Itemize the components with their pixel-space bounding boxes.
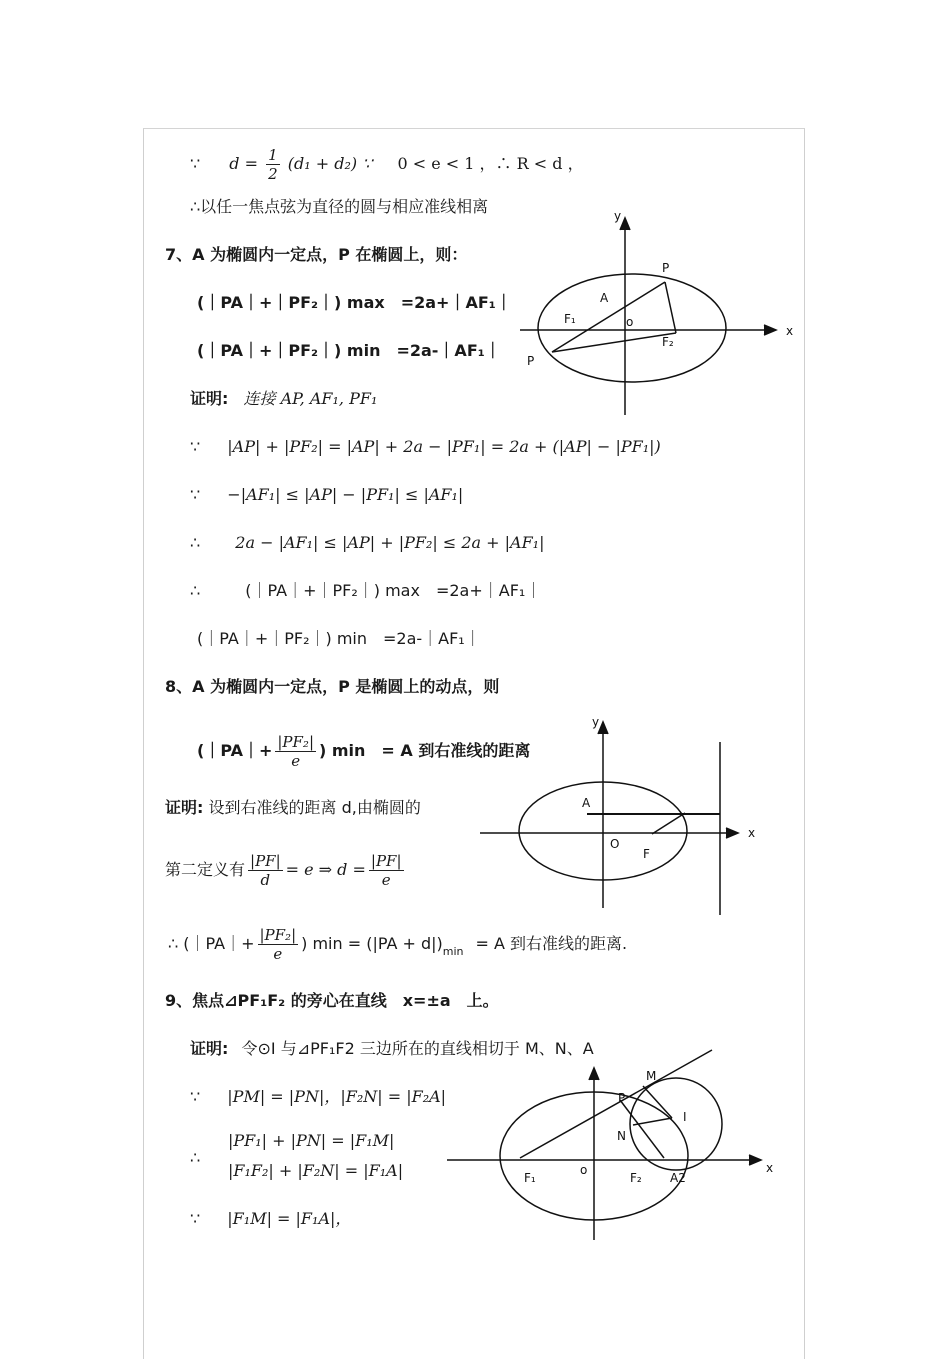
therefore-line-7b: ∴ (｜PA｜+｜PF₂｜) max =2a+｜AF₁｜: [190, 581, 542, 600]
svg-text:F₁: F₁: [564, 312, 576, 326]
svg-text:O: O: [610, 837, 620, 851]
equation-9a: |PF₁| + |PN| = |F₁M|: [228, 1131, 395, 1150]
heading-9: 9、焦点⊿PF₁F₂ 的旁心在直线 x=±a 上。: [165, 991, 499, 1010]
svg-text:I: I: [683, 1110, 687, 1124]
second-definition-line: 第二定义有 $\frac{|PF|}{d}$ = e ⇒ d = $\frac{|PF|}{e}$: [165, 851, 402, 889]
therefore-line-8: ∴ (｜PA｜+ $\frac{\text{|PF₂|}}{e}$ ) min = (|PA + d|) min = A 到右准线的距离.: [168, 925, 628, 963]
because-line-7a: ∵ |AP| + |PF₂| = |AP| + 2a − |PF₁| = 2a + (|AP| − |PF₁|): [190, 437, 661, 456]
svg-text:F₂: F₂: [662, 335, 674, 349]
equation-9b: |F₁F₂| + |F₂N| = |F₁A|: [228, 1161, 404, 1180]
heading-7: 7、A 为椭圆内一定点，P 在椭圆上，则：: [165, 245, 468, 264]
therefore-symbol-9: ∴: [190, 1148, 201, 1167]
svg-text:F₁: F₁: [524, 1171, 536, 1185]
svg-text:x: x: [766, 1161, 774, 1175]
because-line-1: ∵ d = $\frac{1}{2}$ (d₁ + d₂) ∵ 0 < e < 1 ，∴ R < d ，: [190, 146, 584, 183]
proof-line-7: 证明: 连接 AP, AF₁, PF₁: [190, 389, 378, 408]
svg-text:F₂: F₂: [630, 1171, 642, 1185]
conclusion-line: ∴以任一焦点弦为直径的圆与相应准线相离: [190, 197, 489, 216]
svg-text:o: o: [580, 1163, 588, 1177]
therefore-line-7a: ∴ 2a − |AF₁| ≤ |AP| + |PF₂| ≤ 2a + |AF₁|: [190, 533, 545, 552]
proof-line-8: 证明: 设到右准线的距离 d,由椭圆的: [165, 798, 421, 817]
svg-text:o: o: [626, 315, 634, 329]
svg-text:P: P: [527, 354, 535, 368]
svg-text:N: N: [617, 1129, 626, 1143]
half-fraction: $\frac{1}{2}$: [268, 146, 278, 183]
heading-8: 8、A 为椭圆内一定点，P 是椭圆上的动点，则: [165, 677, 500, 696]
svg-text:y: y: [614, 209, 622, 223]
because-line-7b: ∵ −|AF₁| ≤ |AP| − |PF₁| ≤ |AF₁|: [190, 485, 464, 504]
because-line-9b: ∵ |F₁M| = |F₁A|，: [190, 1209, 352, 1228]
min-result-7: (｜PA｜+｜PF₂｜) min =2a-｜AF₁｜: [197, 629, 481, 648]
min-formula-7: (｜PA｜+｜PF₂｜) min =2a-｜AF₁｜: [197, 341, 501, 360]
svg-text:F: F: [643, 847, 650, 861]
svg-text:x: x: [748, 826, 756, 840]
svg-text:M: M: [646, 1069, 657, 1083]
svg-text:P: P: [662, 261, 670, 275]
proof-line-9: 证明: 令⊙I 与⊿PF₁F2 三边所在的直线相切于 M、N、A: [190, 1039, 594, 1058]
svg-text:y: y: [592, 715, 600, 729]
because-line-9: ∵ |PM| = |PN|，|F₂N| = |F₂A|: [190, 1087, 447, 1106]
formula-8: (｜PA｜+ $\frac{\text{|PF₂|}}{e}$ ) min = A 到右准线的距离: [197, 732, 531, 770]
svg-text:x: x: [786, 324, 794, 338]
svg-text:P: P: [618, 1091, 626, 1105]
svg-text:A: A: [582, 796, 591, 810]
svg-text:A: A: [600, 291, 609, 305]
max-formula-7: (｜PA｜+｜PF₂｜) max =2a+｜AF₁｜: [197, 293, 512, 312]
svg-text:A2: A2: [670, 1171, 686, 1185]
